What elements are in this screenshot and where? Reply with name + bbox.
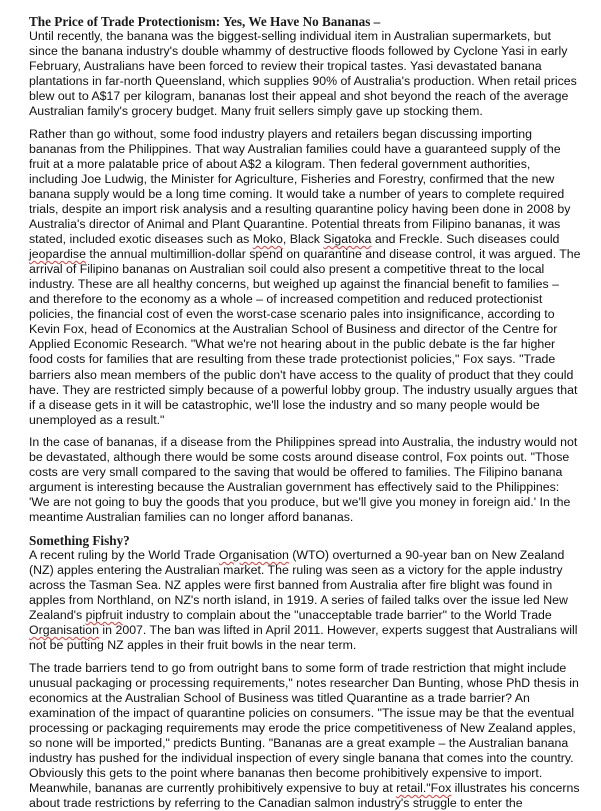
text-run: A recent ruling by the World Trade [29, 548, 219, 562]
article-title: The Price of Trade Protectionism: Yes, We Have No Bananas – [29, 14, 381, 29]
paragraph-3: In the case of bananas, if a disease from the Philippines spread into Australia, the industry would not be devastated, although there would be some costs around disease control, Fox points out. "Those costs are very small compared to the saving that would be offered to families. The Filipino banana argument is interesting because the Australian government has effectively said to the Philippines: 'We are not going to buy the goods that you produce, but we'll give you money in foreign aid.' In the meantime Australian families can no longer afford bananas. [29, 435, 578, 525]
text-run: the annual multimillion-dollar spend on quarantine and disease control, it was argued. The arrival of Filipino bananas on Australian soil could also present a competitive threat to the local industry. These are all healthy concerns, but weighed up against the financial benefit to families – and therefore to the economy as a whole – of increased competition and reduced protectionist policies, the financial cost of even the worst-case scenario pales into insignificance, according to Kevin Fox, head of Economics at the Australian School of Business and director of the Centre for Applied Economic Research. "What we're not hearing about in the public debate is the far higher food costs for families that are resulting from these trade protectionist policies," Fox says. "Trade barriers also mean members of the public don't have access to the quality of product that they could have. They are restricted simply because of a powerful lobby group. The industry usually argues that if a disease gets in it will be catastrophic, we'll lose the industry and so many people would be unemployed as a result." [29, 247, 581, 427]
text-run: , Black [282, 232, 324, 247]
paragraph-1: Until recently, the banana was the biggest-selling individual item in Australian supermarkets, but since the banana industry's double whammy of destructive floods followed by Cyclone Yasi in early February, Australians have been forced to review their tropical tastes. Yasi devastated banana plantations in far-north Queensland, which supplies 90% of Australia's production. When retail prices blew out to A$17 per kilogram, bananas lost their appeal and shot beyond the reach of the average Australian family's grocery budget. Many fruit sellers simply gave up stocking them. [29, 29, 577, 119]
spellcheck-word[interactable]: Organisation [29, 623, 99, 638]
spellcheck-word[interactable]: pipfruit [85, 608, 123, 623]
spellcheck-word[interactable]: retail."Fox [396, 781, 452, 796]
text-run: and Freckle. Such diseases could [371, 232, 560, 247]
text-run: Rather than go without, some food industry players and retailers began discussing importing bananas from the Philippines. That way Australian families could have a guaranteed supply of the fruit at a more palatable price of about A$2 a kilogram. Then federal government authorities, including Joe Ludwig, the Minister for Agriculture, Fisheries and Forestry, confirmed that the new banana supply would be a long time coming. It would take a number of years to complete required trials, despite an import risk analysis and a resulting quarantine policy having been done in 2008 by Australia's director of Animal and Plant Quarantine. Potential threats from Filipino bananas, it was stated, included exotic diseases such as [29, 126, 571, 247]
text-run: illustrates his concerns about trade restrictions by referring to the Canadian salmon industry's struggle to enter the [29, 781, 580, 811]
paragraph-5 [29, 661, 581, 811]
spellcheck-word[interactable]: Organisation [218, 548, 289, 562]
spellcheck-word[interactable]: Moko [252, 232, 283, 247]
subheading: Something Fishy? [29, 533, 130, 548]
paragraph-2 [29, 127, 581, 428]
spellcheck-word[interactable]: Sigatoka [323, 232, 372, 247]
paragraph-4 [29, 548, 581, 653]
text-run: industry to complain about the "unacceptable trade barrier" to the World Trade [122, 608, 552, 623]
text-run: (WTO) overturned a 90-year ban on New Zealand (NZ) apples entering the Australian market. The ruling was seen as a victory for the apple industry across the Tasman Sea. NZ apples were first banned from Australia after fire blight was found in apples from Northland, on NZ's north island, in 1919. A series of failed talks over the issue led New Zealand's [29, 548, 568, 623]
text-run: in 2007. The ban was lifted in April 2011. However, experts suggest that Australians will not be putting NZ apples in their fruit bowls in the near term. [29, 623, 578, 653]
text-run: The trade barriers tend to go from outright bans to some form of trade restriction that might include unusual packaging or processing requirements," notes researcher Dan Bunting, whose PhD thesis in economics at the Australian School of Business was titled Quarantine as a trade barrier? An examination of the impact of quarantine policies on consumers. "The issue may be that the eventual processing or packaging requirements may erode the price competitiveness of New Zealand apples, so none will be imported," predicts Bunting. "Bananas are a great example – the Australian banana industry has pushed for the individual inspection of every single banana that comes into the country. Obviously this gets to the point where bananas then become prohibitively expensive to import. Meanwhile, bananas are currently prohibitively expensive to buy at [29, 660, 579, 796]
spellcheck-word[interactable]: jeopardise [29, 247, 86, 262]
